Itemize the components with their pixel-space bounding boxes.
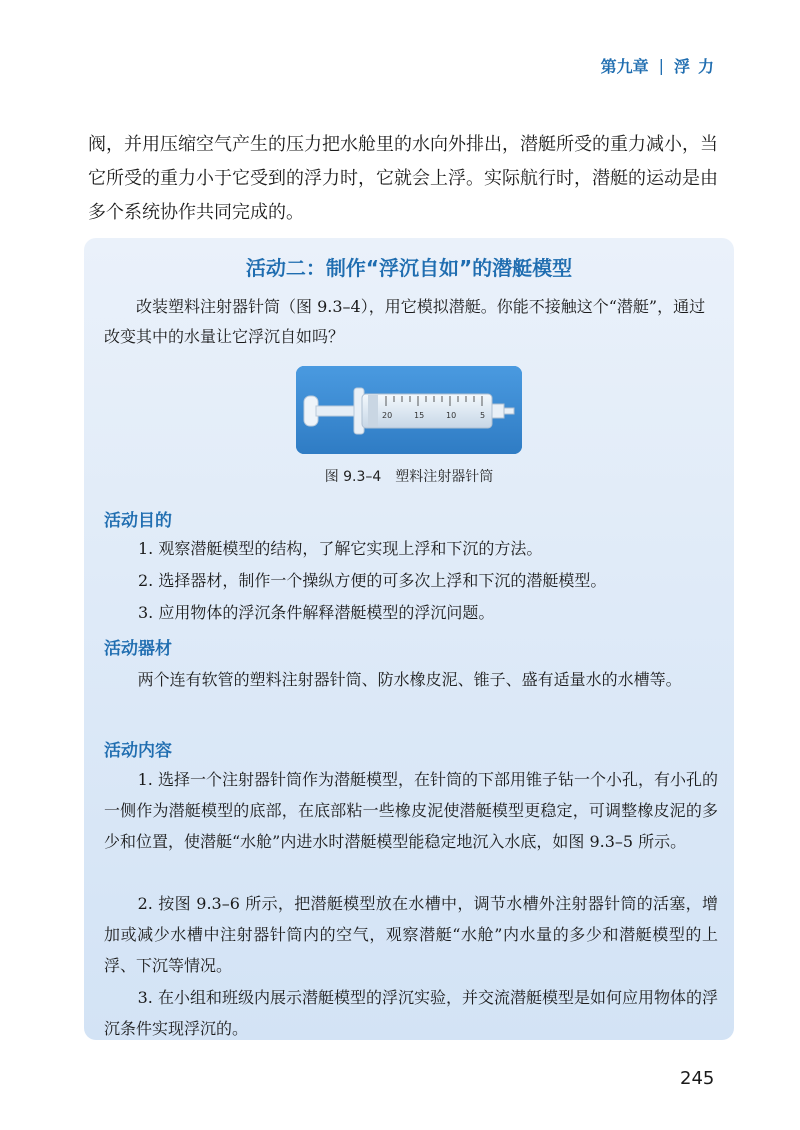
materials-heading: 活动器材 xyxy=(104,639,172,659)
intro-paragraph: 阀，并用压缩空气产生的压力把水舱里的水向外排出，潜艇所受的重力减小，当它所受的重力小于它受到的浮力时，它就会上浮。实际航行时，潜艇的运动是由多个系统协作共同完成的。 xyxy=(88,134,718,223)
purpose-heading: 活动目的 xyxy=(104,511,172,531)
syringe-mark-5: 5 xyxy=(480,411,486,420)
purpose-item-1: 1. 观察潜艇模型的结构，了解它实现上浮和下沉的方法。 xyxy=(138,539,543,558)
chapter-label: 第九章 xyxy=(600,57,649,76)
syringe-mark-10: 10 xyxy=(446,411,457,420)
chapter-header xyxy=(601,54,722,77)
figure-caption: 图 9.3–4 塑料注射器针筒 xyxy=(324,469,494,485)
activity-lead: 改装塑料注射器针筒（图 9.3–4），用它模拟潜艇。你能不接触这个“潜艇”，通过改变其中的水量让它浮沉自如吗？ xyxy=(104,297,706,346)
syringe-mark-20: 20 xyxy=(382,411,393,420)
page-number: 245 xyxy=(680,1068,715,1089)
content-step-3: 3. 在小组和班级内展示潜艇模型的浮沉实验，并交流潜艇模型是如何应用物体的浮沉条件实现浮沉的。 xyxy=(104,988,718,1038)
syringe-figure xyxy=(296,366,522,454)
purpose-item-3: 3. 应用物体的浮沉条件解释潜艇模型的浮沉问题。 xyxy=(138,603,495,622)
header-separator: | xyxy=(658,56,664,75)
content-step-2: 2. 按图 9.3–6 所示，把潜艇模型放在水槽中，调节水槽外注射器针筒的活塞，增加或减少水槽中注射器针筒内的空气，观察潜艇“水舱”内水量的多少和潜艇模型的上浮、下沉等情况。 xyxy=(104,894,718,975)
materials-text: 两个连有软管的塑料注射器针筒、防水橡皮泥、锥子、盛有适量水的水槽等。 xyxy=(137,670,682,689)
activity-title: 活动二：制作“浮沉自如”的潜艇模型 xyxy=(245,256,573,280)
purpose-item-2: 2. 选择器材，制作一个操纵方便的可多次上浮和下沉的潜艇模型。 xyxy=(138,571,607,590)
content-step-1: 1. 选择一个注射器针筒作为潜艇模型，在针筒的下部用锥子钻一个小孔，有小孔的一侧作为潜艇模型的底部，在底部粘一些橡皮泥使潜艇模型更稳定，可调整橡皮泥的多少和位置，使潜艇“水舱”内进水时潜艇模型能稳定地沉入水底，如图 9.3–5 所示。 xyxy=(104,770,718,851)
chapter-title: 浮力 xyxy=(673,57,722,76)
syringe-mark-15: 15 xyxy=(414,411,425,420)
syringe-illustration xyxy=(296,366,522,454)
content-heading: 活动内容 xyxy=(104,741,172,761)
